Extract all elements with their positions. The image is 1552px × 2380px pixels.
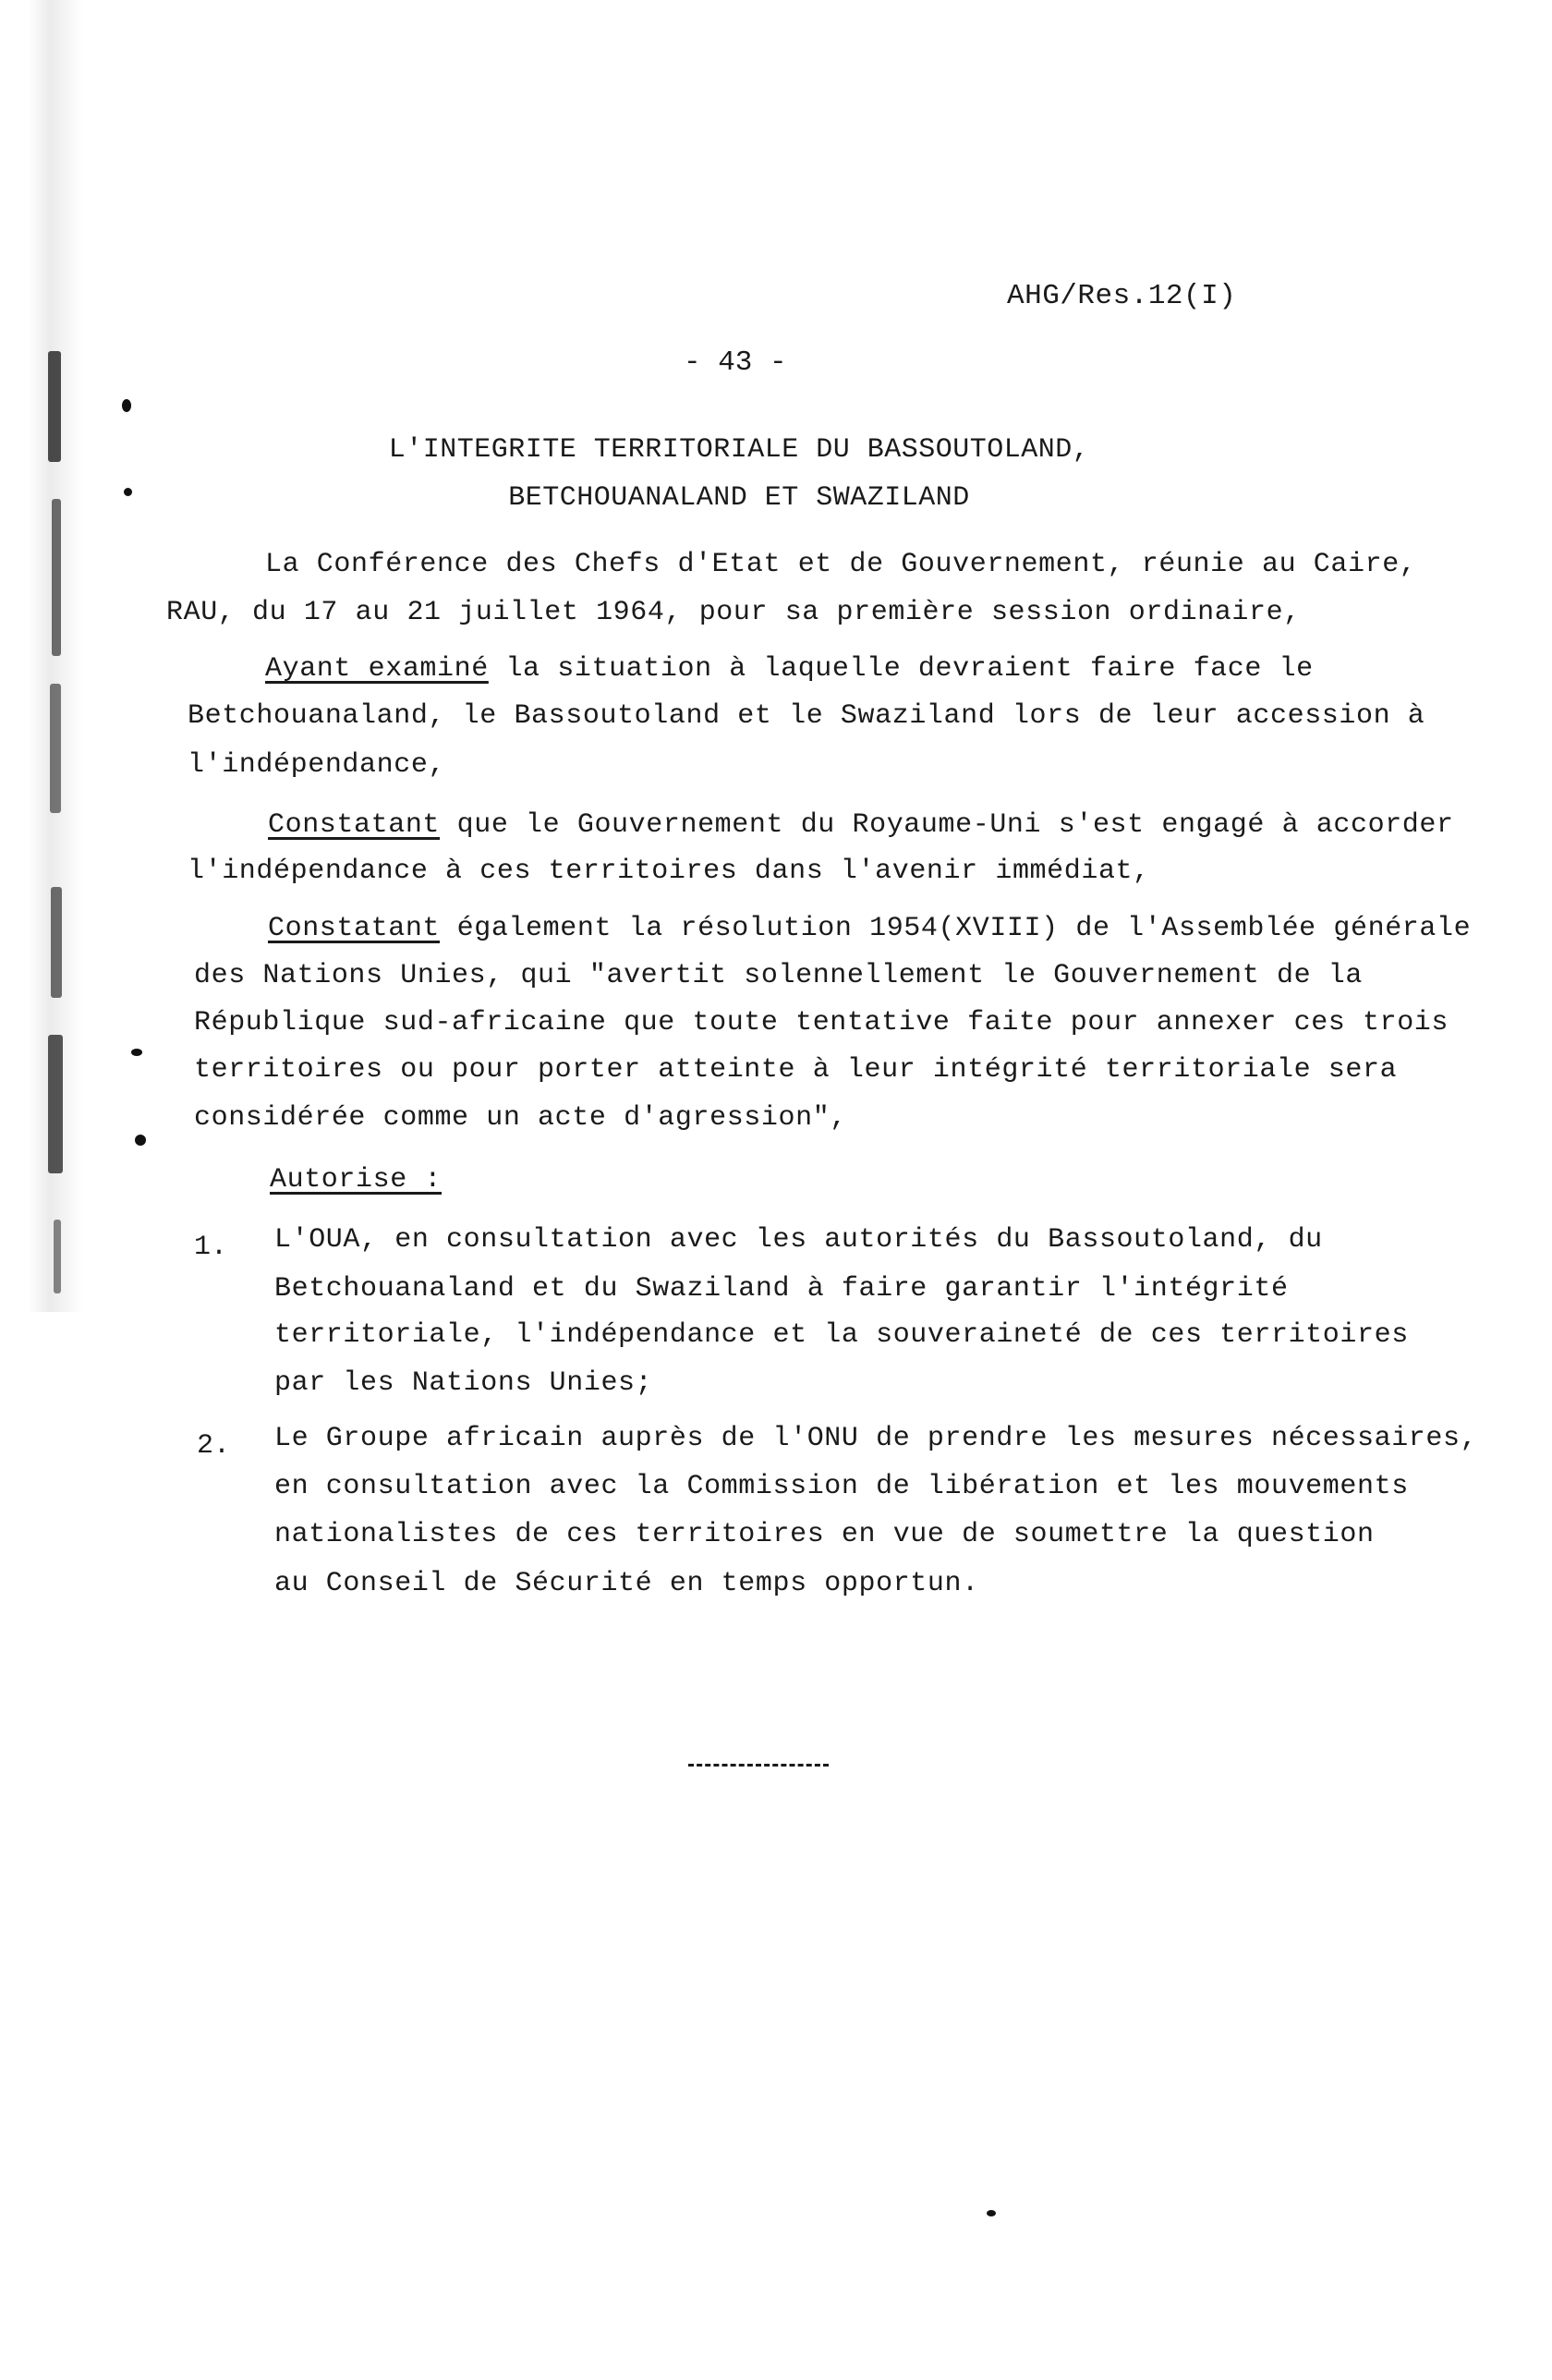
- item-line: territoriale, l'indépendance et la souveraineté de ces territoires: [274, 1319, 1409, 1351]
- paragraph-ayant-line-1: [265, 653, 1314, 685]
- paragraph-text: que le Gouvernement du Royaume-Uni s'est engagé à accorder: [440, 809, 1454, 841]
- item-line: par les Nations Unies;: [274, 1367, 653, 1399]
- paragraph-constatant-2-line-1: [268, 913, 1471, 944]
- preamble-line: RAU, du 17 au 21 juillet 1964, pour sa première session ordinaire,: [166, 597, 1301, 628]
- scan-mark: [54, 1220, 61, 1293]
- item-line: au Conseil de Sécurité en temps opportun.: [274, 1568, 979, 1599]
- scan-mark: [51, 887, 62, 998]
- document-reference: AHG/Res.12(I): [1007, 280, 1237, 312]
- scan-speck: [131, 1049, 142, 1056]
- paragraph-line: des Nations Unies, qui "avertit solennellement le Gouvernement de la: [194, 960, 1363, 991]
- item-number: 1.: [194, 1232, 228, 1263]
- preamble-line: La Conférence des Chefs d'Etat et de Gouvernement, réunie au Caire,: [265, 549, 1417, 580]
- scan-speck: [122, 399, 131, 412]
- item-line: en consultation avec la Commission de libération et les mouvements: [274, 1471, 1409, 1502]
- document-title-line-2: BETCHOUANALAND ET SWAZILAND: [508, 482, 970, 514]
- closing-rule: [688, 1764, 829, 1767]
- paragraph-line: République sud-africaine que toute tentative faite pour annexer ces trois: [194, 1007, 1449, 1038]
- scan-mark: [52, 499, 61, 656]
- paragraph-text: la situation à laquelle devraient faire face le: [488, 653, 1314, 685]
- paragraph-line: l'indépendance,: [188, 749, 446, 781]
- lead-phrase: Constatant: [268, 913, 441, 944]
- paragraph-line: Betchouanaland, le Bassoutoland et le Swaziland lors de leur accession à: [188, 700, 1425, 732]
- lead-phrase: Ayant examiné: [265, 653, 489, 685]
- paragraph-constatant-1-line-1: [268, 809, 1454, 841]
- item-line: L'OUA, en consultation avec les autorités du Bassoutoland, du: [274, 1224, 1323, 1256]
- paragraph-line: l'indépendance à ces territoires dans l'avenir immédiat,: [188, 856, 1150, 887]
- scan-mark: [48, 1035, 63, 1173]
- scan-speck: [987, 2210, 996, 2216]
- item-number: 2.: [197, 1430, 231, 1462]
- lead-phrase: Constatant: [268, 809, 441, 841]
- scan-mark: [50, 684, 61, 813]
- item-line: nationalistes de ces territoires en vue de soumettre la question: [274, 1519, 1375, 1550]
- paragraph-line: considérée comme un acte d'agression",: [194, 1102, 847, 1134]
- paragraph-line: territoires ou pour porter atteinte à leur intégrité territoriale sera: [194, 1054, 1398, 1086]
- page-number: - 43 -: [684, 346, 787, 379]
- paragraph-text: également la résolution 1954(XVIII) de l'Assemblée générale: [440, 913, 1472, 944]
- item-line: Le Groupe africain auprès de l'ONU de prendre les mesures nécessaires,: [274, 1423, 1478, 1454]
- document-title-line-1: L'INTEGRITE TERRITORIALE DU BASSOUTOLAND,: [388, 434, 1090, 466]
- item-line: Betchouanaland et du Swaziland à faire garantir l'intégrité: [274, 1273, 1289, 1305]
- scan-speck: [135, 1135, 146, 1146]
- operative-heading: Autorise :: [270, 1164, 443, 1196]
